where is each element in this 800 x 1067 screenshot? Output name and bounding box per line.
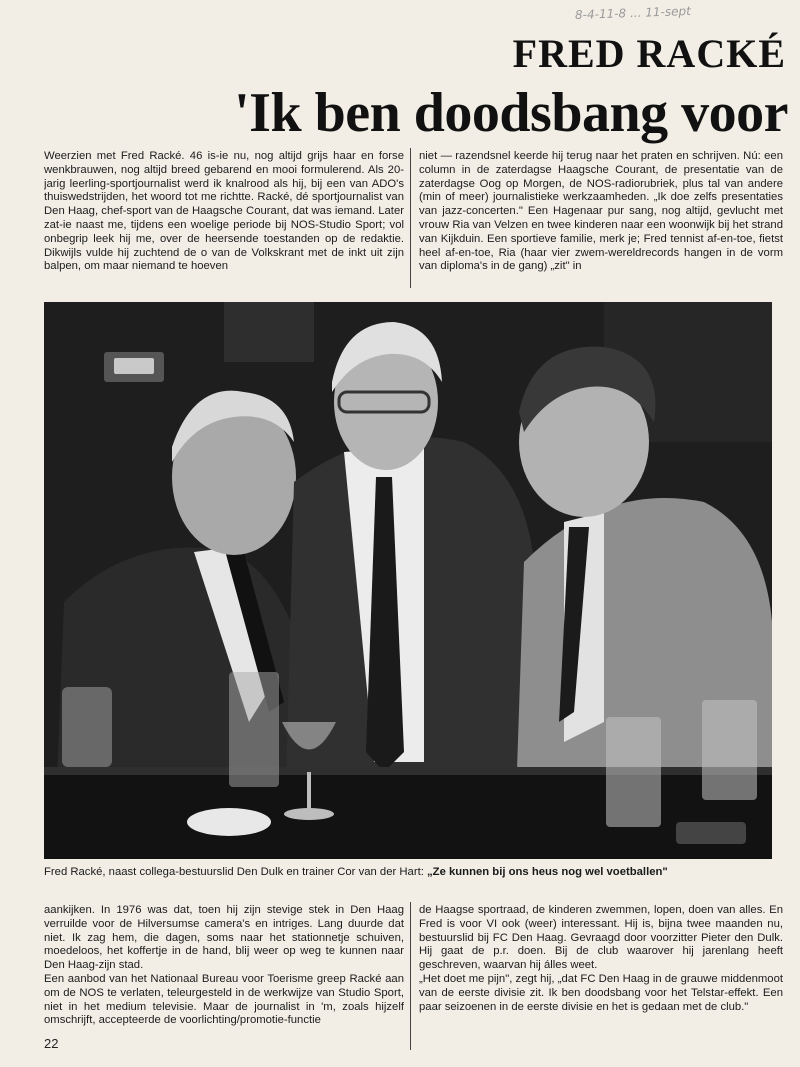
caption-people: Fred Racké, naast collega-bestuurslid Den Dulk en trainer Cor van der Hart: [44, 866, 424, 878]
photo-caption [44, 866, 784, 878]
page-number: 22 [44, 1036, 59, 1051]
body-column-bottom-right: de Haagse sportraad, de kinderen zwemmen, lopen, doen van alles. En Fred is voor VI ook (weer) interessant. Hij is, bijna twee maanden nu, bestuurslid bij FC Den Haag. Gevraagd door voorzitter Pieter den Dulk. Hij gaat de p.r. doen. Bij de club waarover hij jarenlang heeft geschreven, waarvan hij álles weet. „Het doet me pijn", zegt hij, „dat FC Den Haag in de grauwe middenmoot van de eerste divisie zit. Ik ben doodsbang voor het Telstar-effekt. Een paar seizoenen in de eerste divisie en het is gedaan met de club." [419, 904, 783, 1013]
caption-quote: „Ze kunnen bij ons heus nog wel voetballen" [423, 866, 668, 878]
pencil-note: 8-4-11-8 ... 11-sept [574, 3, 692, 23]
column-divider [410, 902, 411, 1050]
photo-illustration [44, 302, 772, 859]
body-column-bottom-left: aankijken. In 1976 was dat, toen hij zijn stevige stek in Den Haag verruilde voor de Hilversumse camera's en intriges. Lang duurde dat niet. Ik zag hem, die dagen, soms naar het stationnetje schuiven, moedeloos, het koffertje in de hand, blij weer op weg te kunnen naar Den Haag-zijn stad. Een aanbod van het Nationaal Bureau voor Toerisme greep Racké aan om de NOS te verlaten, teleurgesteld in de werkwijze van Studio Sport, niet in het medium televisie. Maar de journalist in 'm, zoals hijzelf omschrijft, accepteerde de voorlichting/promotie-functie [44, 904, 404, 1027]
body-column-top-right: niet — razendsnel keerde hij terug naar het praten en schrijven. Nú: een column in de zaterdagse Haagsche Courant, de presentatie van de zaterdagse Oog op Morgen, de NOS-radiorubriek, plus tal van andere (min of meer) journalistieke werkzaamheden. „Ik doe zelfs presentaties van jazz-concerten." Een Hagenaar pur sang, nog altijd, gevlucht met vrouw Ria van Velzen en twee kinderen naar een woonwijk bij het strand van Kijkduin. Een sportieve familie, merk je; Fred tennist af-en-toe, fietst heel af-en-toe, Ria (haar vier zwem-wereldrecords hangen in de vorm van diploma's in de gang) „zit" in [419, 150, 783, 273]
body-column-top-left: Weerzien met Fred Racké. 46 is-ie nu, nog altijd grijs haar en forse wenkbrauwen, nog altijd breed gebarend en mooi formulerend. Als 20-jarig leerling-sportjournalist werd ik knalrood als hij, bij een van ADO's thuiswedstrijden, het woord tot me richtte. Racké, dé sportjournalist van Den Haag, chef-sport van de Haagsche Courant, dat was iemand. Later zat-ie naast me, tijdens een woelige periode bij NOS-Studio Sport; vol onbegrip leek hij me, over de heersende toestanden op de redaktie. Dikwijls vulde hij zuchtend de o van de Volkskrant met de inkt uit zijn balpen, om maar niemand te hoeven [44, 150, 404, 273]
column-divider [410, 148, 411, 288]
article-headline: 'Ik ben doodsbang voor [234, 82, 788, 144]
article-photo [44, 302, 772, 859]
article-kicker: FRED RACKÉ [512, 31, 786, 76]
